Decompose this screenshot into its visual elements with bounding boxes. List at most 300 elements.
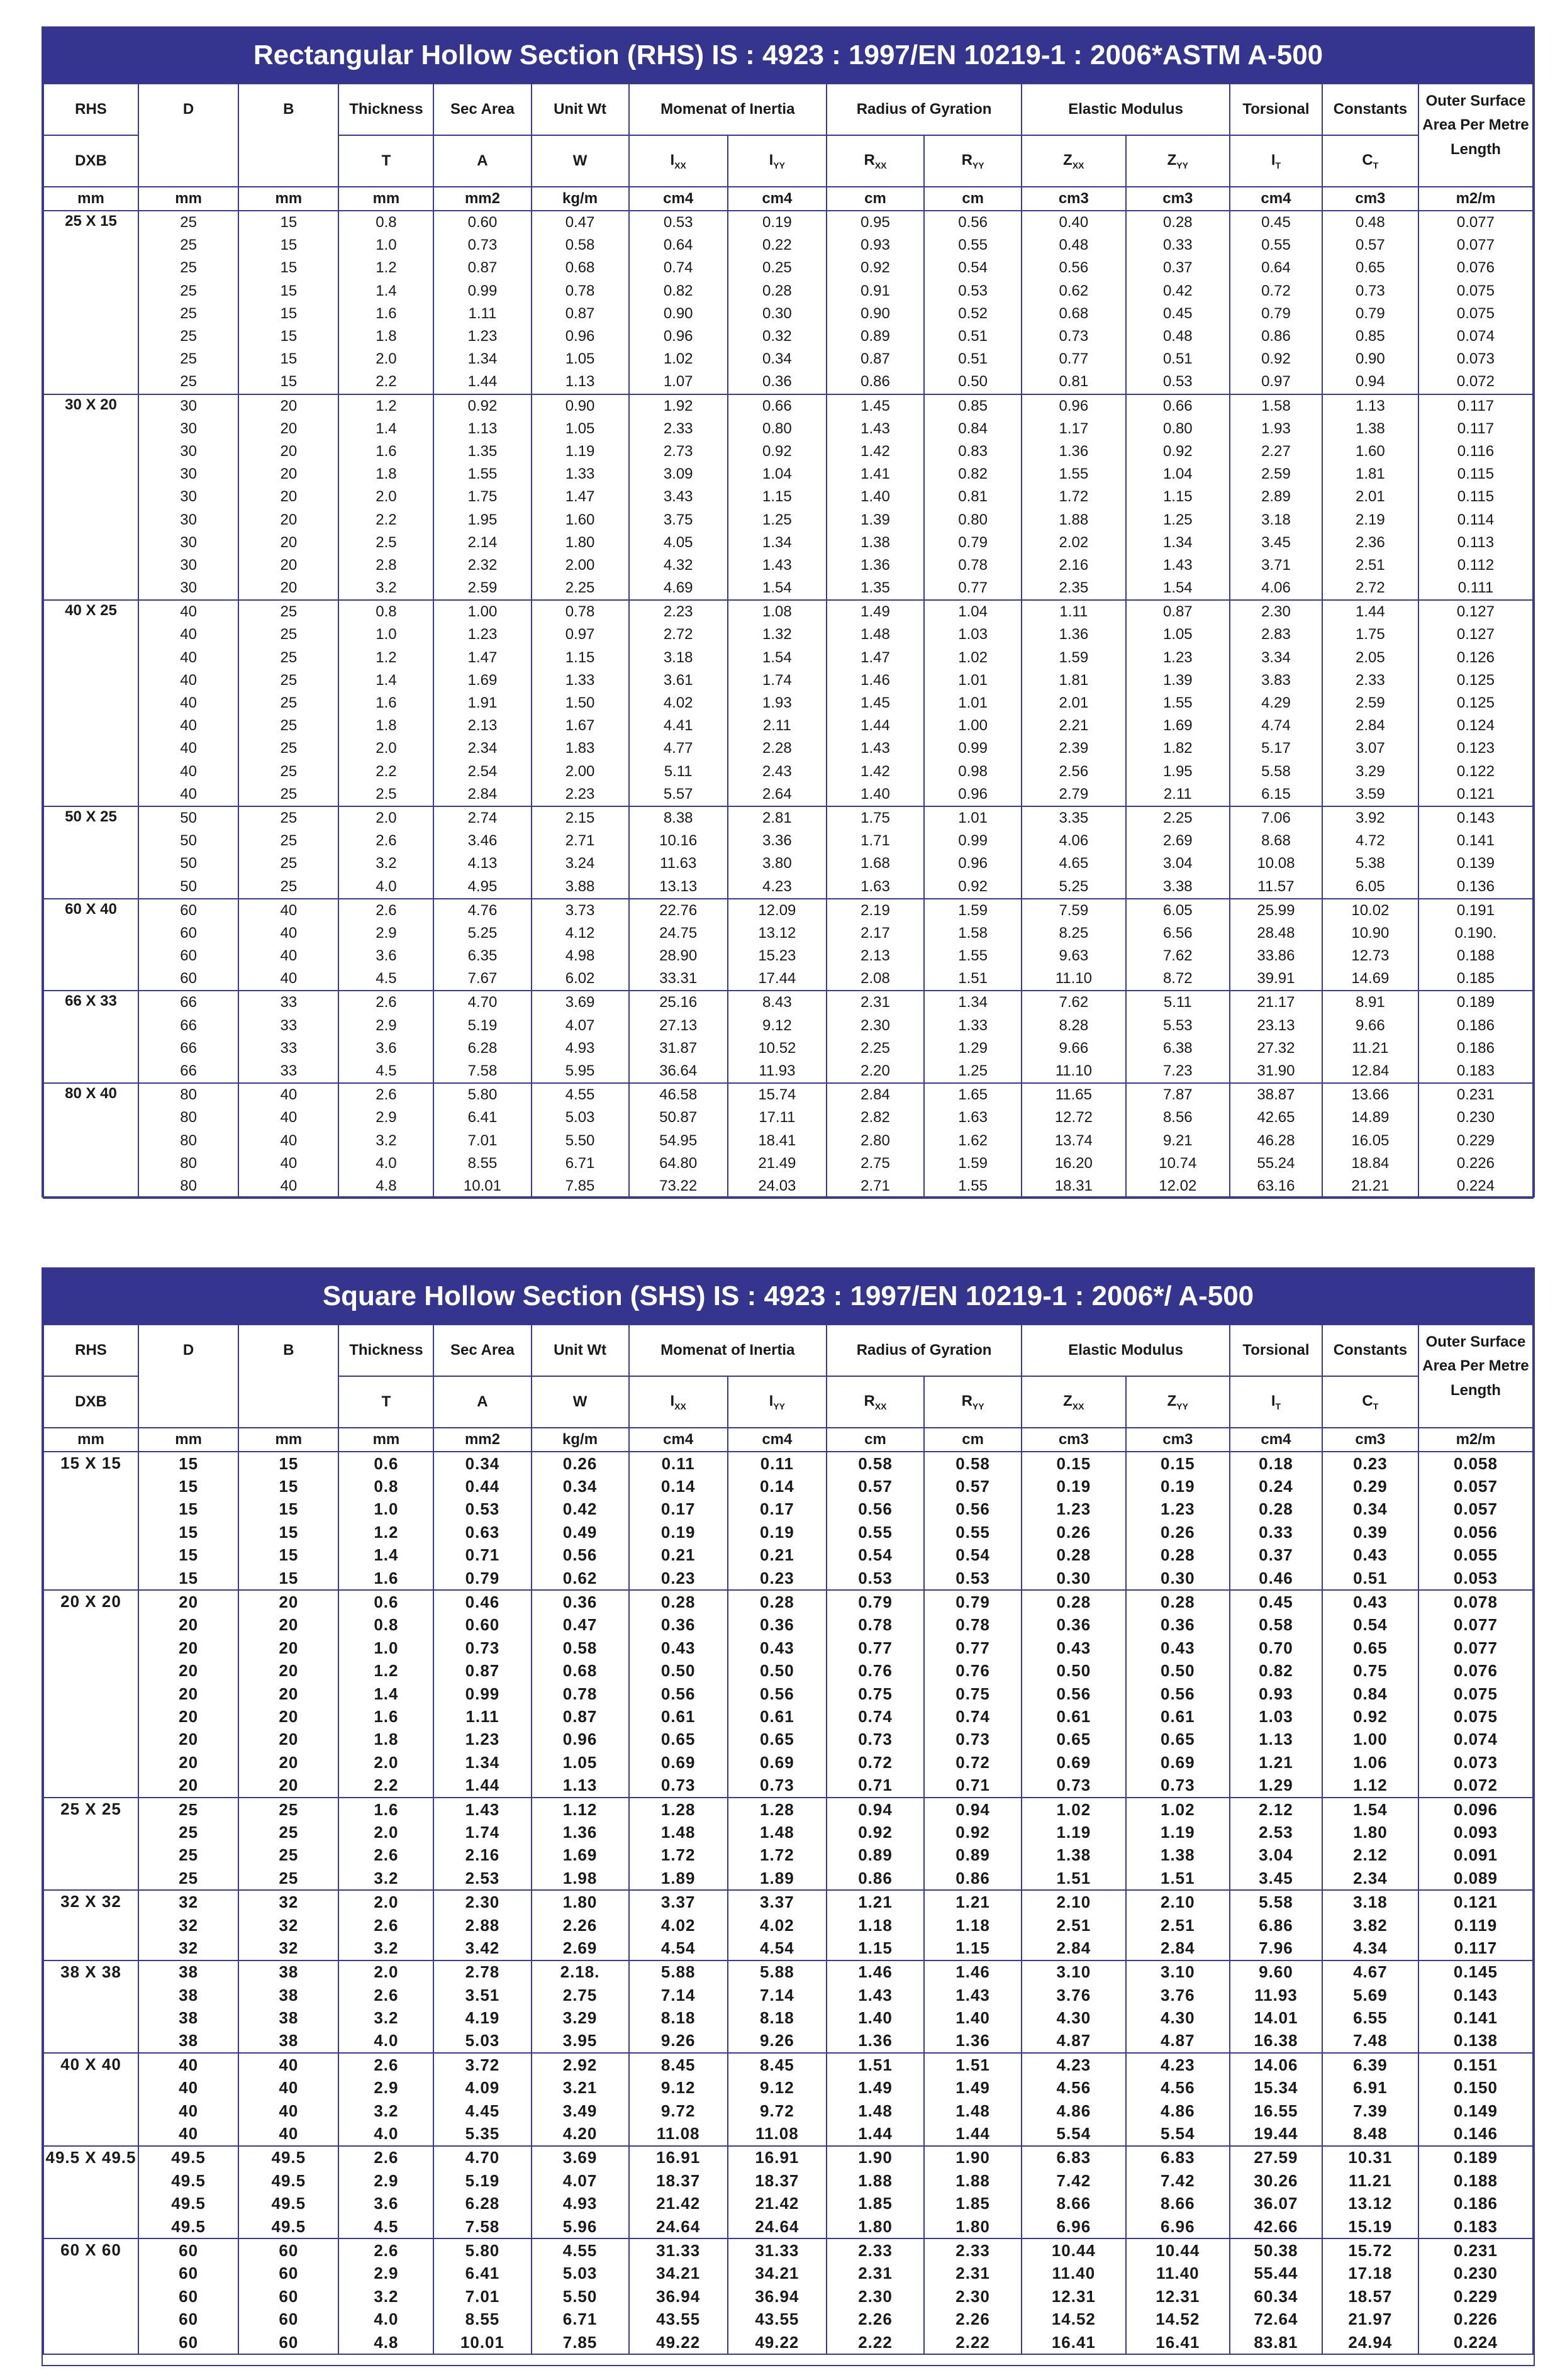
table-cell: 0.52 <box>924 303 1022 325</box>
table-cell: 28.90 <box>629 945 728 967</box>
table-cell: 0.226 <box>1418 2308 1533 2330</box>
table-cell: 1.4 <box>338 418 433 440</box>
table-cell: 0.188 <box>1418 945 1533 967</box>
table-cell: 5.03 <box>532 2262 629 2285</box>
table-cell: 0.117 <box>1418 394 1533 418</box>
table-cell: 0.65 <box>629 1728 728 1751</box>
table-cell: 0.139 <box>1418 852 1533 875</box>
table-cell: 0.78 <box>827 1614 924 1637</box>
table-cell: 0.51 <box>924 325 1022 348</box>
table-cell: 0.14 <box>629 1475 728 1498</box>
table-cell: 1.36 <box>827 554 924 577</box>
shs-table-header <box>43 1325 1533 1452</box>
table-cell: 3.29 <box>532 2006 629 2029</box>
table-cell: 49.5 <box>238 2215 338 2238</box>
table-cell: 1.45 <box>827 692 924 715</box>
table-cell: 1.05 <box>532 418 629 440</box>
table-cell: 8.48 <box>1322 2122 1418 2145</box>
table-cell: 6.28 <box>433 1037 531 1060</box>
table-cell: 2.10 <box>1022 1890 1125 1913</box>
table-cell: 24.64 <box>629 2215 728 2238</box>
table-cell: 6.35 <box>433 945 531 967</box>
table-cell: 24.75 <box>629 922 728 945</box>
table-cell: 40 <box>238 899 338 922</box>
table-cell: 42.65 <box>1230 1106 1322 1129</box>
table-cell: 1.29 <box>1230 1774 1322 1797</box>
table-cell: 1.41 <box>827 463 924 486</box>
table-cell: 1.2 <box>338 257 433 279</box>
table-cell: 0.65 <box>1322 257 1418 279</box>
table-cell: 0.141 <box>1418 2006 1533 2029</box>
table-cell: 0.56 <box>827 1498 924 1521</box>
table-row <box>43 922 1533 945</box>
table-cell: 33 <box>238 1060 338 1083</box>
table-cell: 40 <box>238 1106 338 1129</box>
table-row <box>43 2006 1533 2029</box>
table-cell: 50.38 <box>1230 2238 1322 2262</box>
table-cell: 4.67 <box>1322 1960 1418 1984</box>
table-cell: 2.26 <box>827 2308 924 2330</box>
table-cell: 4.07 <box>532 2169 629 2192</box>
table-cell: 36.94 <box>629 2285 728 2308</box>
table-cell: 7.42 <box>1126 2169 1230 2192</box>
table-cell: 25 <box>238 760 338 783</box>
table-cell: 2.0 <box>338 1751 433 1774</box>
table-cell: 4.87 <box>1126 2030 1230 2053</box>
table-cell: 2.35 <box>1022 577 1125 600</box>
table-cell: 11.08 <box>728 2122 827 2145</box>
table-cell: 33 <box>238 991 338 1014</box>
table-cell: 2.30 <box>1230 600 1322 623</box>
table-cell: 27.13 <box>629 1015 728 1037</box>
table-cell: 4.8 <box>338 2331 433 2354</box>
table-cell: 2.11 <box>728 715 827 737</box>
table-cell: 0.50 <box>629 1660 728 1682</box>
table-cell: 38 <box>138 1960 238 1984</box>
table-cell: 1.45 <box>827 394 924 418</box>
table-cell: 0.122 <box>1418 760 1533 783</box>
table-cell: 4.32 <box>629 554 728 577</box>
table-cell: 0.075 <box>1418 1682 1533 1705</box>
sym-ct: $C_T$ <box>1322 1376 1418 1428</box>
table-cell: 0.37 <box>1230 1544 1322 1567</box>
table-cell: 5.69 <box>1322 1984 1418 2006</box>
table-cell: 2.30 <box>827 2285 924 2308</box>
table-row <box>43 2331 1533 2354</box>
table-cell: 0.28 <box>728 280 827 303</box>
table-cell: 1.59 <box>924 899 1022 922</box>
table-cell: 0.33 <box>1126 234 1230 257</box>
table-cell: 33.31 <box>629 967 728 991</box>
table-cell: 9.12 <box>728 1015 827 1037</box>
table-cell: 25.16 <box>629 991 728 1014</box>
table-cell: 10.44 <box>1022 2238 1125 2262</box>
unit-label: kg/m <box>532 187 629 211</box>
table-cell: 2.25 <box>1126 806 1230 830</box>
unit-label: cm3 <box>1322 1428 1418 1452</box>
table-cell: 1.11 <box>433 303 531 325</box>
table-cell: 0.231 <box>1418 1083 1533 1106</box>
shs-table <box>43 1324 1534 2355</box>
table-cell: 15 <box>138 1567 238 1590</box>
table-cell: 2.0 <box>338 1960 433 1984</box>
table-cell: 17.44 <box>728 967 827 991</box>
table-cell: 20 <box>138 1682 238 1705</box>
section-size: 60 X 40 <box>43 899 138 991</box>
table-row <box>43 508 1533 531</box>
table-cell: 25 <box>138 234 238 257</box>
table-cell: 1.40 <box>827 2006 924 2029</box>
table-cell: 2.0 <box>338 1821 433 1843</box>
col-rhs: RHS <box>43 84 138 135</box>
table-cell: 0.58 <box>924 1452 1022 1475</box>
table-cell: 0.50 <box>1126 1660 1230 1682</box>
table-cell: 1.33 <box>532 669 629 692</box>
table-cell: 0.87 <box>532 303 629 325</box>
table-cell: 0.141 <box>1418 830 1533 852</box>
table-cell: 20 <box>238 394 338 418</box>
table-cell: 0.51 <box>1126 348 1230 370</box>
table-cell: 1.29 <box>924 1037 1022 1060</box>
table-cell: 6.56 <box>1126 922 1230 945</box>
col-sec-area: Sec Area <box>433 1325 531 1376</box>
table-cell: 2.2 <box>338 370 433 394</box>
table-cell: 3.29 <box>1322 760 1418 783</box>
table-cell: 0.65 <box>1022 1728 1125 1751</box>
table-cell: 2.34 <box>1322 1867 1418 1890</box>
table-cell: 0.50 <box>728 1660 827 1682</box>
table-cell: 0.71 <box>924 1774 1022 1797</box>
table-cell: 32 <box>138 1937 238 1960</box>
table-cell: 0.185 <box>1418 967 1533 991</box>
table-cell: 27.59 <box>1230 2146 1322 2169</box>
table-cell: 2.21 <box>1022 715 1125 737</box>
table-cell: 3.24 <box>532 852 629 875</box>
table-cell: 0.79 <box>1322 303 1418 325</box>
table-cell: 0.48 <box>1022 234 1125 257</box>
table-cell: 0.78 <box>924 554 1022 577</box>
table-cell: 32 <box>238 1937 338 1960</box>
table-cell: 15 <box>238 1475 338 1498</box>
table-cell: 3.82 <box>1322 1914 1418 1937</box>
unit-label: cm <box>924 187 1022 211</box>
table-cell: 1.44 <box>1322 600 1418 623</box>
section-size: 80 X 40 <box>43 1083 138 1198</box>
unit-label: cm4 <box>728 1428 827 1452</box>
table-cell: 4.76 <box>433 899 531 922</box>
table-cell: 2.92 <box>532 2053 629 2076</box>
table-cell: 0.96 <box>1022 394 1125 418</box>
table-cell: 25 <box>138 348 238 370</box>
table-cell: 0.074 <box>1418 325 1533 348</box>
table-cell: 1.42 <box>827 760 924 783</box>
table-cell: 1.11 <box>1022 600 1125 623</box>
table-cell: 1.89 <box>728 1867 827 1890</box>
table-cell: 0.78 <box>532 600 629 623</box>
table-cell: 1.88 <box>924 2169 1022 2192</box>
table-row <box>43 875 1533 898</box>
table-cell: 0.93 <box>827 234 924 257</box>
table-cell: 7.06 <box>1230 806 1322 830</box>
table-cell: 4.54 <box>629 1937 728 1960</box>
table-cell: 1.21 <box>827 1890 924 1913</box>
table-cell: 63.16 <box>1230 1175 1322 1198</box>
table-cell: 1.0 <box>338 623 433 646</box>
table-cell: 5.03 <box>433 2030 531 2053</box>
table-cell: 0.53 <box>433 1498 531 1521</box>
table-row <box>43 1844 1533 1867</box>
table-cell: 0.53 <box>924 1567 1022 1590</box>
table-cell: 42.66 <box>1230 2215 1322 2238</box>
table-cell: 0.87 <box>827 348 924 370</box>
table-cell: 0.86 <box>1230 325 1322 348</box>
table-cell: 4.12 <box>532 922 629 945</box>
table-cell: 3.76 <box>1126 1984 1230 2006</box>
table-cell: 2.6 <box>338 1984 433 2006</box>
table-cell: 0.92 <box>1126 440 1230 463</box>
table-cell: 80 <box>138 1083 238 1106</box>
table-cell: 60 <box>138 2331 238 2354</box>
table-cell: 2.5 <box>338 783 433 806</box>
table-row <box>43 945 1533 967</box>
units-row <box>43 1428 1533 1452</box>
table-cell: 1.23 <box>433 325 531 348</box>
table-cell: 1.58 <box>924 922 1022 945</box>
table-cell: 34.21 <box>728 2262 827 2285</box>
table-cell: 15 <box>138 1521 238 1543</box>
table-row <box>43 2099 1533 2122</box>
table-cell: 0.58 <box>532 234 629 257</box>
table-row <box>43 623 1533 646</box>
table-cell: 0.056 <box>1418 1521 1533 1543</box>
table-cell: 0.56 <box>728 1682 827 1705</box>
table-cell: 2.9 <box>338 1015 433 1037</box>
table-cell: 4.0 <box>338 2308 433 2330</box>
table-cell: 3.76 <box>1022 1984 1125 2006</box>
table-cell: 0.89 <box>924 1844 1022 1867</box>
table-cell: 7.14 <box>629 1984 728 2006</box>
table-cell: 4.65 <box>1022 852 1125 875</box>
section-size: 38 X 38 <box>43 1960 138 2054</box>
table-cell: 1.75 <box>827 806 924 830</box>
table-cell: 49.5 <box>138 2146 238 2169</box>
table-cell: 0.84 <box>924 418 1022 440</box>
table-cell: 4.70 <box>433 2146 531 2169</box>
table-cell: 1.43 <box>924 1984 1022 2006</box>
table-cell: 1.44 <box>924 2122 1022 2145</box>
table-cell: 1.92 <box>629 394 728 418</box>
table-cell: 0.29 <box>1322 1475 1418 1498</box>
table-cell: 66 <box>138 1037 238 1060</box>
table-cell: 5.38 <box>1322 852 1418 875</box>
table-cell: 2.84 <box>827 1083 924 1106</box>
table-cell: 0.60 <box>433 211 531 234</box>
table-cell: 0.074 <box>1418 1728 1533 1751</box>
table-cell: 50 <box>138 852 238 875</box>
table-cell: 2.32 <box>433 554 531 577</box>
table-cell: 4.93 <box>532 2193 629 2215</box>
table-cell: 0.23 <box>629 1567 728 1590</box>
table-cell: 0.229 <box>1418 2285 1533 2308</box>
table-cell: 3.37 <box>629 1890 728 1913</box>
table-row <box>43 1015 1533 1037</box>
table-cell: 0.71 <box>827 1774 924 1797</box>
table-row <box>43 1705 1533 1728</box>
table-cell: 0.99 <box>433 1682 531 1705</box>
table-cell: 25 <box>138 325 238 348</box>
table-cell: 1.58 <box>1230 394 1322 418</box>
table-cell: 0.37 <box>1126 257 1230 279</box>
table-cell: 1.80 <box>532 1890 629 1913</box>
unit-label: cm4 <box>629 1428 728 1452</box>
table-cell: 0.8 <box>338 600 433 623</box>
table-cell: 2.05 <box>1322 647 1418 669</box>
table-cell: 0.79 <box>1230 303 1322 325</box>
table-cell: 5.17 <box>1230 737 1322 760</box>
table-cell: 1.08 <box>728 600 827 623</box>
table-cell: 11.40 <box>1022 2262 1125 2285</box>
table-cell: 20 <box>238 508 338 531</box>
table-cell: 0.6 <box>338 1590 433 1613</box>
table-cell: 2.34 <box>433 737 531 760</box>
table-cell: 20 <box>238 1660 338 1682</box>
table-cell: 0.99 <box>924 830 1022 852</box>
table-row <box>43 600 1533 623</box>
table-cell: 1.69 <box>532 1844 629 1867</box>
table-cell: 0.30 <box>728 303 827 325</box>
table-cell: 2.19 <box>827 899 924 922</box>
table-cell: 9.66 <box>1022 1037 1125 1060</box>
unit-label: cm4 <box>728 187 827 211</box>
table-cell: 49.22 <box>629 2331 728 2354</box>
table-cell: 1.51 <box>827 2053 924 2076</box>
table-cell: 6.05 <box>1126 899 1230 922</box>
table-cell: 1.6 <box>338 440 433 463</box>
section-size: 32 X 32 <box>43 1890 138 1960</box>
table-cell: 4.70 <box>433 991 531 1014</box>
table-cell: 15 <box>238 211 338 234</box>
table-cell: 0.28 <box>1230 1498 1322 1521</box>
table-cell: 60 <box>138 899 238 922</box>
table-cell: 0.78 <box>532 1682 629 1705</box>
table-cell: 0.85 <box>924 394 1022 418</box>
section-size: 60 X 60 <box>43 2238 138 2354</box>
table-cell: 0.78 <box>924 1614 1022 1637</box>
table-cell: 2.51 <box>1322 554 1418 577</box>
table-cell: 0.36 <box>1022 1614 1125 1637</box>
table-cell: 1.55 <box>924 1175 1022 1198</box>
unit-label: mm2 <box>433 1428 531 1452</box>
table-row <box>43 418 1533 440</box>
table-row <box>43 783 1533 806</box>
col-b: B <box>238 84 338 135</box>
table-cell: 2.9 <box>338 2169 433 2192</box>
table-cell: 16.91 <box>629 2146 728 2169</box>
table-cell: 0.55 <box>1230 234 1322 257</box>
table-cell: 7.85 <box>532 1175 629 1198</box>
table-cell: 20 <box>238 1682 338 1705</box>
table-cell: 20 <box>238 463 338 486</box>
table-cell: 2.84 <box>1322 715 1418 737</box>
table-cell: 1.43 <box>1126 554 1230 577</box>
table-cell: 15 <box>238 370 338 394</box>
col-torsional: Torsional <box>1230 1325 1322 1376</box>
table-cell: 20 <box>138 1705 238 1728</box>
table-row <box>43 1037 1533 1060</box>
table-cell: 0.81 <box>924 486 1022 508</box>
table-cell: 0.89 <box>827 1844 924 1867</box>
table-cell: 15.23 <box>728 945 827 967</box>
table-cell: 0.6 <box>338 1452 433 1475</box>
table-cell: 8.66 <box>1126 2193 1230 2215</box>
table-cell: 0.138 <box>1418 2030 1533 2053</box>
table-cell: 3.34 <box>1230 647 1322 669</box>
table-cell: 0.078 <box>1418 1590 1533 1613</box>
sym-t: T <box>338 135 433 187</box>
rhs-table-header <box>43 84 1533 211</box>
table-cell: 7.87 <box>1126 1083 1230 1106</box>
table-cell: 0.26 <box>1126 1521 1230 1543</box>
table-cell: 1.72 <box>1022 486 1125 508</box>
table-cell: 0.121 <box>1418 783 1533 806</box>
table-cell: 0.186 <box>1418 1015 1533 1037</box>
col-dxb: DXB <box>43 135 138 187</box>
table-cell: 1.39 <box>1126 669 1230 692</box>
table-cell: 0.56 <box>532 1544 629 1567</box>
sym-a: A <box>433 1376 531 1428</box>
table-cell: 0.86 <box>827 1867 924 1890</box>
unit-label: cm4 <box>1230 187 1322 211</box>
table-cell: 0.53 <box>629 211 728 234</box>
table-cell: 0.36 <box>728 370 827 394</box>
table-cell: 0.73 <box>728 1774 827 1797</box>
table-cell: 0.15 <box>1022 1452 1125 1475</box>
table-cell: 0.076 <box>1418 1660 1533 1682</box>
table-cell: 0.90 <box>1322 348 1418 370</box>
table-cell: 40 <box>138 2077 238 2099</box>
table-cell: 2.16 <box>1022 554 1125 577</box>
table-cell: 1.72 <box>629 1844 728 1867</box>
table-cell: 0.99 <box>924 737 1022 760</box>
table-cell: 25 <box>238 1798 338 1821</box>
table-cell: 40 <box>138 647 238 669</box>
table-row <box>43 2146 1533 2169</box>
table-cell: 31.90 <box>1230 1060 1322 1083</box>
table-cell: 1.06 <box>1322 1751 1418 1774</box>
table-cell: 1.34 <box>1126 531 1230 554</box>
table-cell: 38 <box>138 2030 238 2053</box>
table-cell: 25 <box>238 669 338 692</box>
table-row <box>43 531 1533 554</box>
table-cell: 25 <box>138 1867 238 1890</box>
table-cell: 13.12 <box>1322 2193 1418 2215</box>
table-cell: 0.75 <box>827 1682 924 1705</box>
table-cell: 0.92 <box>728 440 827 463</box>
table-cell: 0.36 <box>629 1614 728 1637</box>
table-cell: 2.78 <box>433 1960 531 1984</box>
section-size: 50 X 25 <box>43 806 138 899</box>
table-row <box>43 1960 1533 1984</box>
table-cell: 25 <box>238 783 338 806</box>
table-cell: 0.73 <box>433 234 531 257</box>
table-cell: 0.62 <box>1022 280 1125 303</box>
table-cell: 2.23 <box>532 783 629 806</box>
table-cell: 10.90 <box>1322 922 1418 945</box>
table-cell: 5.50 <box>532 2285 629 2308</box>
table-row <box>43 211 1533 234</box>
table-cell: 0.55 <box>924 234 1022 257</box>
sym-w: W <box>532 135 629 187</box>
